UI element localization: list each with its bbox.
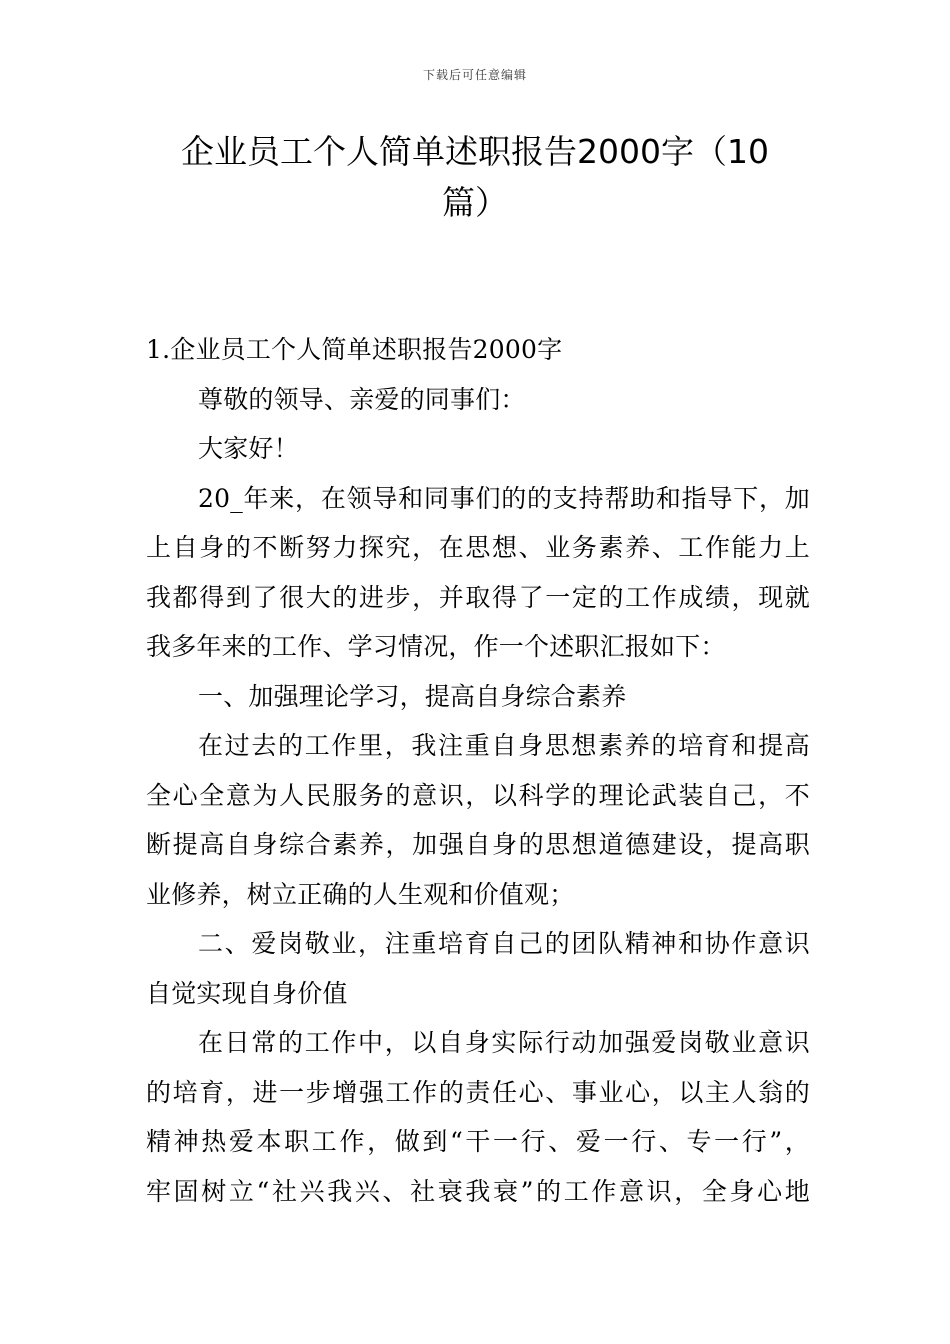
body-line: 20_年来，在领导和同事们的的支持帮助和指导下，加 — [198, 483, 810, 513]
body-line: 业修养，树立正确的人生观和价值观； — [146, 879, 575, 909]
body-line: 在日常的工作中，以自身实际行动加强爱岗敬业意识 — [198, 1028, 810, 1057]
body-line: 上自身的不断努力探究，在思想、业务素养、工作能力上 — [146, 533, 810, 562]
body-line: 1.企业员工个人简单述职报告2000字 — [146, 335, 563, 364]
body-line: 我多年来的工作、学习情况，作一个述职汇报如下： — [146, 632, 726, 661]
body-line: 大家好！ — [198, 434, 299, 463]
title-line: 企业员工个人简单述职报告2000字（10 — [181, 132, 769, 171]
body-line: 尊敬的领导、亲爱的同事们： — [198, 384, 526, 414]
document-title — [150, 126, 800, 228]
body-line: 一、加强理论学习，提高自身综合素养 — [198, 681, 627, 711]
body-line: 二、爱岗敬业，注重培育自己的团队精神和协作意识 — [198, 929, 810, 958]
title-line: 篇） — [442, 183, 508, 222]
body-line: 自觉实现自身价值 — [146, 978, 348, 1008]
body-line: 牢固树立“社兴我兴、社衰我衰”的工作意识，全身心地 — [146, 1176, 810, 1206]
document-body — [146, 325, 810, 1216]
body-line: 我都得到了很大的进步，并取得了一定的工作成绩，现就 — [146, 582, 810, 612]
download-note: 下载后可任意编辑 — [422, 68, 527, 82]
body-line: 精神热爱本职工作，做到“干一行、爱一行、专一行”， — [146, 1127, 810, 1156]
body-line: 的培育，进一步增强工作的责任心、事业心，以主人翁的 — [146, 1077, 810, 1107]
body-line: 全心全意为人民服务的意识，以科学的理论武装自己，不 — [146, 780, 810, 810]
body-line: 在过去的工作里，我注重自身思想素养的培育和提高 — [198, 731, 810, 760]
body-line: 断提高自身综合素养，加强自身的思想道德建设，提高职 — [146, 830, 810, 859]
